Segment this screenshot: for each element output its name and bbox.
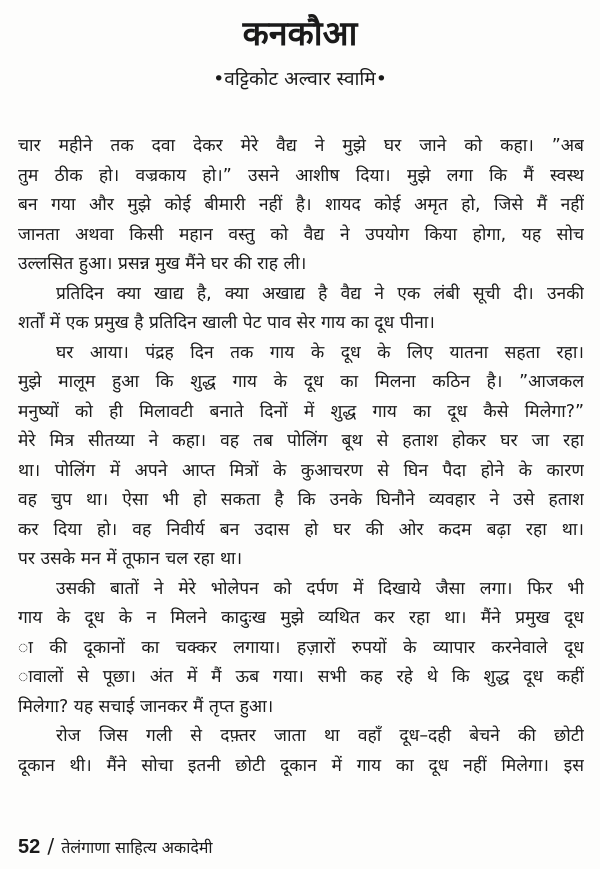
text-line: प्रतिदिन क्या खाद्य है, क्या अखाद्य है वैद्य ने एक लंबी सूची दी। उनकी xyxy=(56,283,584,304)
text-line: घर आया। पंद्रह दिन तक गाय के दूध के लिए यातना सहता रहा। xyxy=(56,342,584,363)
chapter-title: कनकौआ xyxy=(242,14,358,54)
text-line: बन गया और मुझे कोई बीमारी नहीं है। शायद कोई अमृत हो, जिसे मैं नहीं xyxy=(18,195,584,215)
page-number: 52 xyxy=(18,836,41,858)
text-line: पर उसके मन में तूफान चल रहा था। xyxy=(18,549,243,569)
footer-separator: / xyxy=(47,834,55,858)
publisher-name: तेलंगाणा साहित्य अकादेमी xyxy=(61,838,213,857)
text-line: ा की दूकानों का चक्कर लगाया। हज़ारों रुपयों के व्यापार करनेवाले दूध xyxy=(18,637,584,658)
author-name: •वट्टिकोट अल्वार स्वामि• xyxy=(213,68,387,90)
text-line: उसकी बातों ने मेरे भोलेपन को दर्पण में दिखाये जैसा लगा। फिर भी xyxy=(56,578,584,599)
text-line: गाय के दूध के न मिलने कादुःख मुझे व्यथित कर रहा था। मैंने प्रमुख दूध xyxy=(18,608,584,628)
text-line: मिलेगा? यह सचाई जानकर मैं तृप्त हुआ। xyxy=(18,696,274,717)
text-line: मनुष्यों को ही मिलावटी बनाते दिनों में शुद्ध गाय का दूध कैसे मिलेगा?” xyxy=(18,401,584,422)
text-line: वह चुप था। ऐसा भी हो सकता है कि उनके घिनौने व्यवहार ने उसे हताश xyxy=(18,490,584,510)
text-line: मेरे मित्र सीतय्या ने कहा। वह तब पोलिंग बूथ से हताश होकर घर जा रहा xyxy=(18,431,584,451)
text-line: दूकान थी। मैंने सोचा इतनी छोटी दूकान में गाय का दूध नहीं मिलेगा। इस xyxy=(18,755,584,776)
text-line: था। पोलिंग में अपने आप्त मित्रों के कुआचरण से घिन पैदा होने के कारण xyxy=(18,460,584,481)
text-line: ावालों से पूछा। अंत में मैं ऊब गया। सभी कह रहे थे कि शुद्ध दूध कहीं xyxy=(18,667,584,687)
text-line: तुम ठीक हो। वज्रकाय हो।” उसने आशीष दिया। मुझे लगा कि मैं स्वस्थ xyxy=(18,165,584,186)
text-line: मुझे मालूम हुआ कि शुद्ध गाय के दूध का मिलना कठिन है। ”आजकल xyxy=(18,372,584,392)
text-line: कर दिया हो। वह निवीर्य बन उदास हो घर की ओर कदम बढ़ा रहा था। xyxy=(18,519,584,540)
text-line: जानता अथवा किसी महान वस्तु को वैद्य ने उपयोग किया होगा, यह सोच xyxy=(18,224,584,245)
story-text xyxy=(18,132,584,781)
text-line: उल्लसित हुआ। प्रसन्न मुख मैंने घर की राह ली। xyxy=(18,254,307,274)
text-line: चार महीने तक दवा देकर मेरे वैद्य ने मुझे घर जाने को कहा। ”अब xyxy=(18,136,584,156)
text-line: रोज जिस गली से दफ़्तर जाता था वहाँ दूध–दही बेचने की छोटी xyxy=(56,726,584,746)
text-line: शर्तों में एक प्रमुख है प्रतिदिन खाली पेट पाव सेर गाय का दूध पीना। xyxy=(18,313,435,333)
page-footer xyxy=(18,834,213,860)
